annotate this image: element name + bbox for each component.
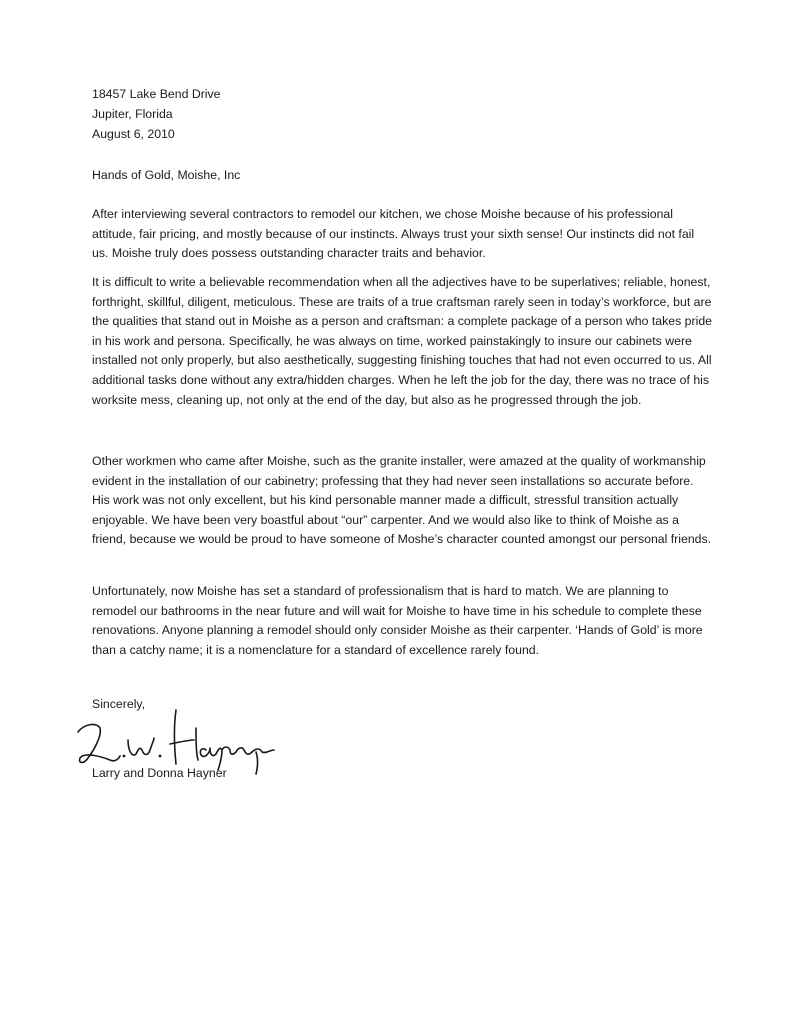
address-city-state: Jupiter, Florida — [92, 107, 173, 121]
sender-address — [92, 84, 221, 144]
body-paragraph-2: It is difficult to write a believable recommendation when all the adjectives have to be superlatives; reliable, honest, forthright, skillful, diligent, meticulous. These are traits of a true craftsman rarely seen in today’s workforce, but are the qualities that stand out in Moishe as a person and craftsman: a complete package of a person who takes pride in his work and persona. Specifically, he was always on time, worked painstakingly to insure our cabinets were installed not only properly, but also aesthetically, suggesting finishing touches that had not even occurred to us. All additional tasks done without any extra/hidden charges. When he left the job for the day, there was no trace of his worksite mess, cleaning up, not only at the end of the day, but also as he progressed through the job. — [92, 275, 712, 407]
recipient-line: Hands of Gold, Moishe, Inc — [92, 168, 241, 182]
letter-date: August 6, 2010 — [92, 127, 175, 141]
signer-name: Larry and Donna Hayner — [92, 766, 227, 780]
address-street: 18457 Lake Bend Drive — [92, 87, 221, 101]
body-paragraph-3: Other workmen who came after Moishe, such as the granite installer, were amazed at the quality of workmanship evident in the installation of our cabinetry; professing that they had never seen installations so accurate before. His work was not only excellent, but his kind personable manner made a difficult, stressful transition actually enjoyable. We have been very boastful about “our” carpenter. And we would also like to think of Moishe as a friend, because we would be proud to have someone of Moshe’s character counted amongst our personal friends. — [92, 454, 712, 547]
closing-salutation: Sincerely, — [92, 697, 146, 711]
body-paragraph-4: Unfortunately, now Moishe has set a standard of professionalism that is hard to match. We are planning to remodel our bathrooms in the near future and will wait for Moishe to have time in his schedule to complete these renovations. Anyone planning a remodel should only consider Moishe as their carpenter. ‘Hands of Gold’ is more than a catchy name; it is a nomenclature for a standard of excellence rarely found. — [92, 584, 703, 657]
body-paragraph-1: After interviewing several contractors to remodel our kitchen, we chose Moishe because of his professional attitude, fair pricing, and mostly because of our instincts. Always trust your sixth sense! Our instincts did not fail us. Moishe truly does possess outstanding character traits and behavior. — [92, 207, 695, 261]
